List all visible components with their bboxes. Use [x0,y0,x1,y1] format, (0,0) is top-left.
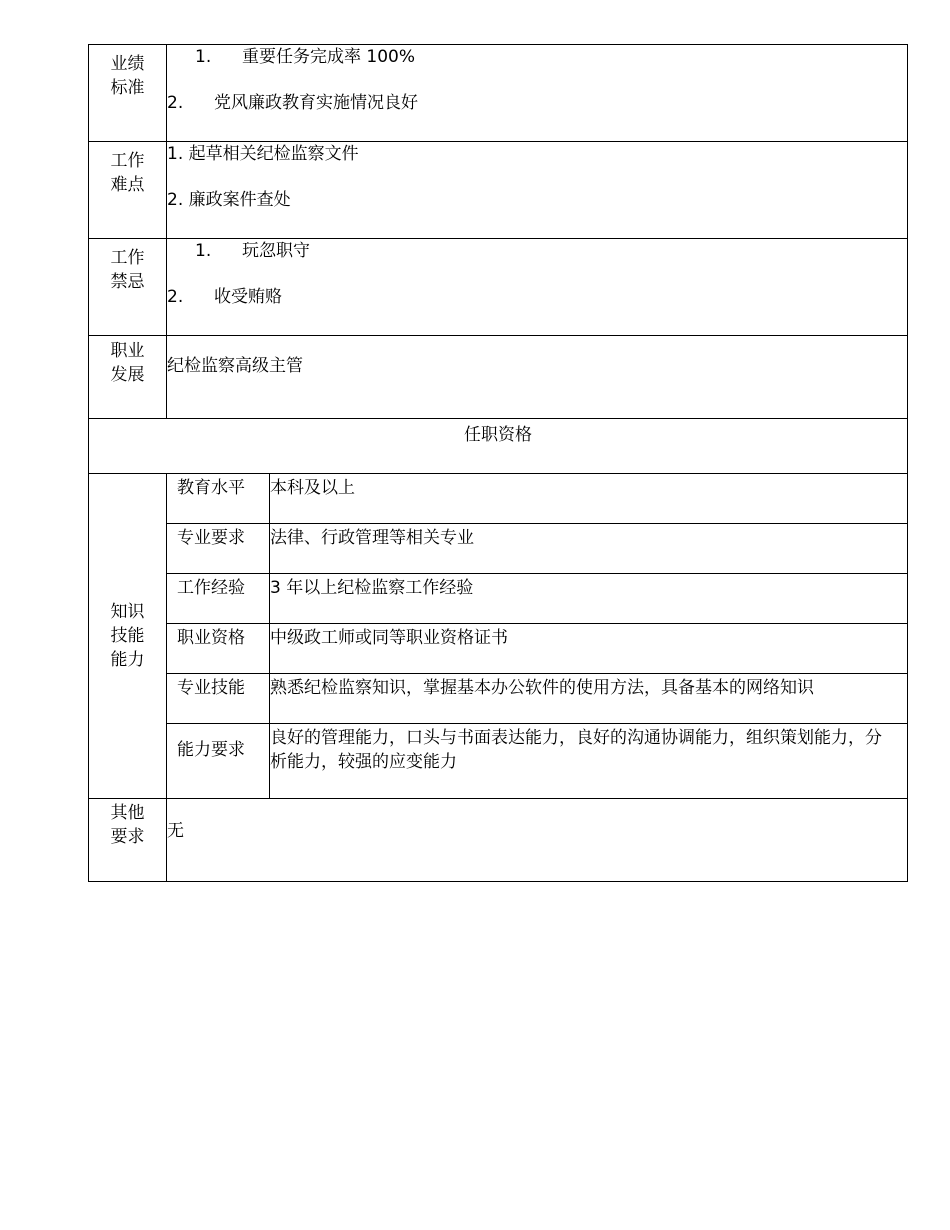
career-row [89,336,908,419]
career-text: 纪检监察高级主管 [167,356,303,376]
knowledge-value-3: 3 年以上纪检监察工作经验 [270,574,908,624]
performance-row [89,45,908,142]
knowledge-name-2: 专业要求 [167,524,270,574]
knowledge-row-3 [89,574,908,624]
taboo-item-2: 2. 收受贿赂 [167,287,282,307]
knowledge-value-5: 熟悉纪检监察知识，掌握基本办公软件的使用方法，具备基本的网络知识 [270,674,908,724]
other-label: 其他要求 [89,799,167,882]
knowledge-row-6 [89,724,908,799]
knowledge-name-5: 专业技能 [167,674,270,724]
other-text: 无 [167,821,184,841]
performance-item-2: 2. 党风廉政教育实施情况良好 [167,93,418,113]
difficulty-row [89,142,908,239]
knowledge-label: 知识技能能力 [89,474,167,799]
difficulty-label: 工作难点 [89,142,167,239]
taboo-item-1: 1. 玩忽职守 [195,241,310,261]
performance-item-1: 1. 重要任务完成率 100% [195,47,416,67]
taboo-label: 工作禁忌 [89,239,167,336]
difficulty-item-2: 2. 廉政案件查处 [167,190,291,210]
qualification-title: 任职资格 [89,419,908,474]
knowledge-value-1: 本科及以上 [270,474,908,524]
performance-content [167,45,908,142]
knowledge-name-4: 职业资格 [167,624,270,674]
other-row [89,799,908,882]
knowledge-row-1 [89,474,908,524]
knowledge-value-6: 良好的管理能力，口头与书面表达能力，良好的沟通协调能力，组织策划能力，分析能力，较强的应变能力 [270,724,908,799]
qualification-row [89,419,908,474]
knowledge-name-6: 能力要求 [167,724,270,799]
job-description-table [88,44,908,882]
difficulty-content [167,142,908,239]
performance-label: 业绩标准 [89,45,167,142]
knowledge-row-2 [89,524,908,574]
taboo-row [89,239,908,336]
knowledge-value-4: 中级政工师或同等职业资格证书 [270,624,908,674]
career-label: 职业发展 [89,336,167,419]
knowledge-name-1: 教育水平 [167,474,270,524]
other-content [167,799,908,882]
career-content [167,336,908,419]
knowledge-name-3: 工作经验 [167,574,270,624]
knowledge-row-5 [89,674,908,724]
knowledge-row-4 [89,624,908,674]
difficulty-item-1: 1. 起草相关纪检监察文件 [167,144,359,164]
knowledge-value-2: 法律、行政管理等相关专业 [270,524,908,574]
taboo-content [167,239,908,336]
